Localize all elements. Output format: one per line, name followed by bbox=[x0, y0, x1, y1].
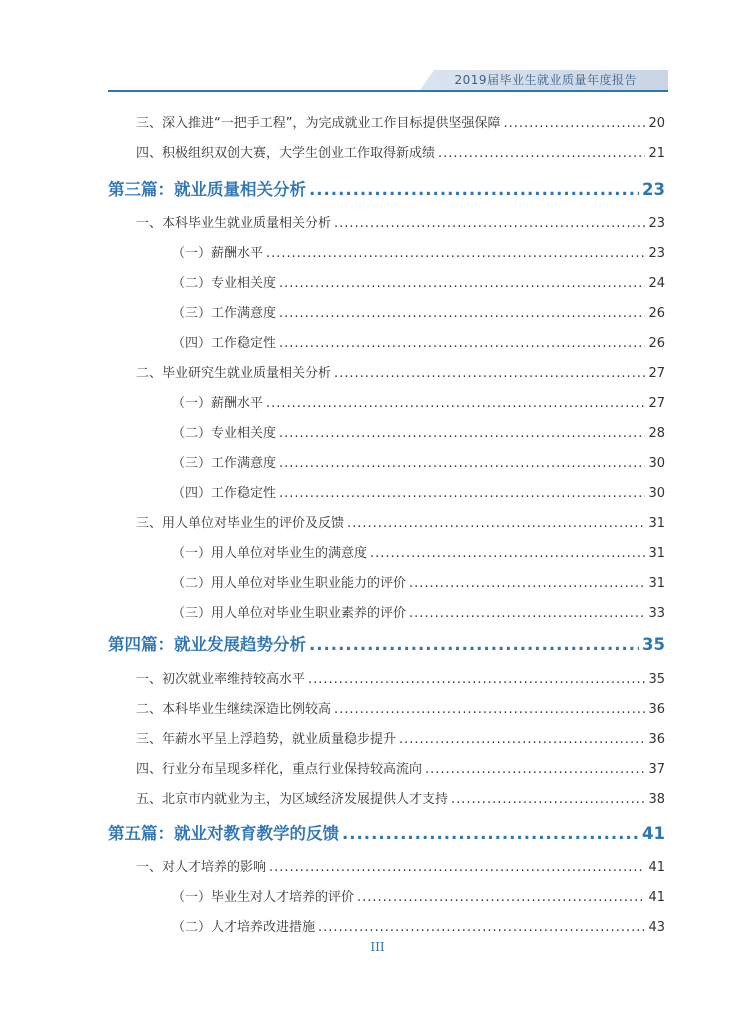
page-number: 31 bbox=[648, 516, 665, 531]
dot-leader bbox=[438, 146, 645, 161]
dot-leader bbox=[308, 672, 645, 687]
toc-subentry[interactable]: （三）用人单位对毕业生职业素养的评价 ..... 33 bbox=[172, 602, 665, 621]
dot-leader bbox=[425, 762, 645, 777]
dot-leader bbox=[334, 216, 645, 231]
page-number: 30 bbox=[648, 486, 665, 501]
toc-subentry[interactable]: （二）专业相关度 ..... 28 bbox=[172, 422, 665, 441]
dot-leader bbox=[399, 732, 645, 747]
dot-leader bbox=[279, 426, 645, 441]
toc-entry[interactable]: 二、毕业研究生就业质量相关分析 ..... 27 bbox=[136, 362, 665, 381]
page-number: 36 bbox=[648, 732, 665, 747]
toc-entry[interactable]: 五、北京市内就业为主，为区域经济发展提供人才支持 ..... 38 bbox=[136, 788, 665, 807]
page-number: 35 bbox=[642, 635, 665, 654]
dot-leader bbox=[409, 606, 645, 621]
toc-entry[interactable]: 一、对人才培养的影响 ..... 41 bbox=[136, 856, 665, 875]
dot-leader bbox=[503, 116, 645, 131]
toc-subentry[interactable]: （一）薪酬水平 ..... 23 bbox=[172, 242, 665, 261]
page-number: 36 bbox=[648, 702, 665, 717]
toc-entry[interactable]: 三、深入推进“一把手工程”，为完成就业工作目标提供坚强保障 ..... 20 bbox=[136, 112, 665, 131]
dot-leader bbox=[334, 366, 645, 381]
dot-leader bbox=[318, 920, 645, 935]
toc-subentry[interactable]: （二）专业相关度 ..... 24 bbox=[172, 272, 665, 291]
page-number: 33 bbox=[648, 606, 665, 621]
dot-leader bbox=[269, 860, 645, 875]
dot-leader bbox=[409, 576, 645, 591]
dot-leader bbox=[309, 635, 639, 654]
page-number: 41 bbox=[642, 824, 665, 843]
dot-leader bbox=[279, 306, 645, 321]
dot-leader bbox=[309, 180, 639, 199]
page-number: 41 bbox=[648, 890, 665, 905]
dot-leader bbox=[451, 792, 645, 807]
toc-entry[interactable]: 一、本科毕业生就业质量相关分析 ..... 23 bbox=[136, 212, 665, 231]
toc-subentry[interactable]: （三）工作满意度 ..... 30 bbox=[172, 452, 665, 471]
page-number: 31 bbox=[648, 576, 665, 591]
page-number: 37 bbox=[648, 762, 665, 777]
toc-entry[interactable]: 一、初次就业率维持较高水平 ..... 35 bbox=[136, 668, 665, 687]
toc-subentry[interactable]: （二）人才培养改进措施 ..... 43 bbox=[172, 916, 665, 935]
dot-leader bbox=[279, 456, 645, 471]
page-number: 20 bbox=[648, 116, 665, 131]
page-number: 23 bbox=[648, 246, 665, 261]
footer-page-number: III bbox=[370, 940, 385, 954]
toc-entry[interactable]: 四、积极组织双创大赛，大学生创业工作取得新成绩 ..... 21 bbox=[136, 142, 665, 161]
page-number: 21 bbox=[648, 146, 665, 161]
dot-leader bbox=[279, 486, 645, 501]
toc-part-entry[interactable]: 第四篇：就业发展趋势分析 ..... 35 bbox=[108, 631, 665, 655]
toc-subentry[interactable]: （一）毕业生对人才培养的评价 ..... 41 bbox=[172, 886, 665, 905]
toc-subentry[interactable]: （三）工作满意度 ..... 26 bbox=[172, 302, 665, 321]
page-number: 23 bbox=[642, 180, 665, 199]
toc-subentry[interactable]: （一）用人单位对毕业生的满意度 ..... 31 bbox=[172, 542, 665, 561]
page-number: 35 bbox=[648, 672, 665, 687]
page-number: 26 bbox=[648, 306, 665, 321]
toc-entry[interactable]: 三、年薪水平呈上浮趋势，就业质量稳步提升 ..... 36 bbox=[136, 728, 665, 747]
report-title: 2019届毕业生就业质量年度报告 bbox=[454, 73, 637, 87]
dot-leader bbox=[370, 546, 645, 561]
dot-leader bbox=[279, 336, 645, 351]
dot-leader bbox=[266, 246, 645, 261]
dot-leader bbox=[279, 276, 645, 291]
toc-part-entry[interactable]: 第五篇：就业对教育教学的反馈 ..... 41 bbox=[108, 820, 665, 844]
page-number: 24 bbox=[648, 276, 665, 291]
toc-subentry[interactable]: （一）薪酬水平 ..... 27 bbox=[172, 392, 665, 411]
page-number: 43 bbox=[648, 920, 665, 935]
page-number: 28 bbox=[648, 426, 665, 441]
toc-entry[interactable]: 四、行业分布呈现多样化，重点行业保持较高流向 ..... 37 bbox=[136, 758, 665, 777]
toc-subentry[interactable]: （四）工作稳定性 ..... 26 bbox=[172, 332, 665, 351]
page-number: 27 bbox=[648, 366, 665, 381]
page-number: 26 bbox=[648, 336, 665, 351]
dot-leader bbox=[357, 890, 645, 905]
toc-subentry[interactable]: （四）工作稳定性 ..... 30 bbox=[172, 482, 665, 501]
toc-subentry[interactable]: （二）用人单位对毕业生职业能力的评价 ..... 31 bbox=[172, 572, 665, 591]
page-number: 27 bbox=[648, 396, 665, 411]
toc-entry[interactable]: 三、用人单位对毕业生的评价及反馈 ..... 31 bbox=[136, 512, 665, 531]
page-number: 38 bbox=[648, 792, 665, 807]
header-divider bbox=[108, 90, 668, 92]
dot-leader bbox=[347, 516, 645, 531]
toc-entry[interactable]: 二、本科毕业生继续深造比例较高 ..... 36 bbox=[136, 698, 665, 717]
dot-leader bbox=[334, 702, 645, 717]
page-number: 41 bbox=[648, 860, 665, 875]
page-number: 30 bbox=[648, 456, 665, 471]
page-number: 31 bbox=[648, 546, 665, 561]
toc-part-entry[interactable]: 第三篇：就业质量相关分析 ..... 23 bbox=[108, 176, 665, 200]
page-number: 23 bbox=[648, 216, 665, 231]
dot-leader bbox=[266, 396, 645, 411]
dot-leader bbox=[342, 824, 639, 843]
